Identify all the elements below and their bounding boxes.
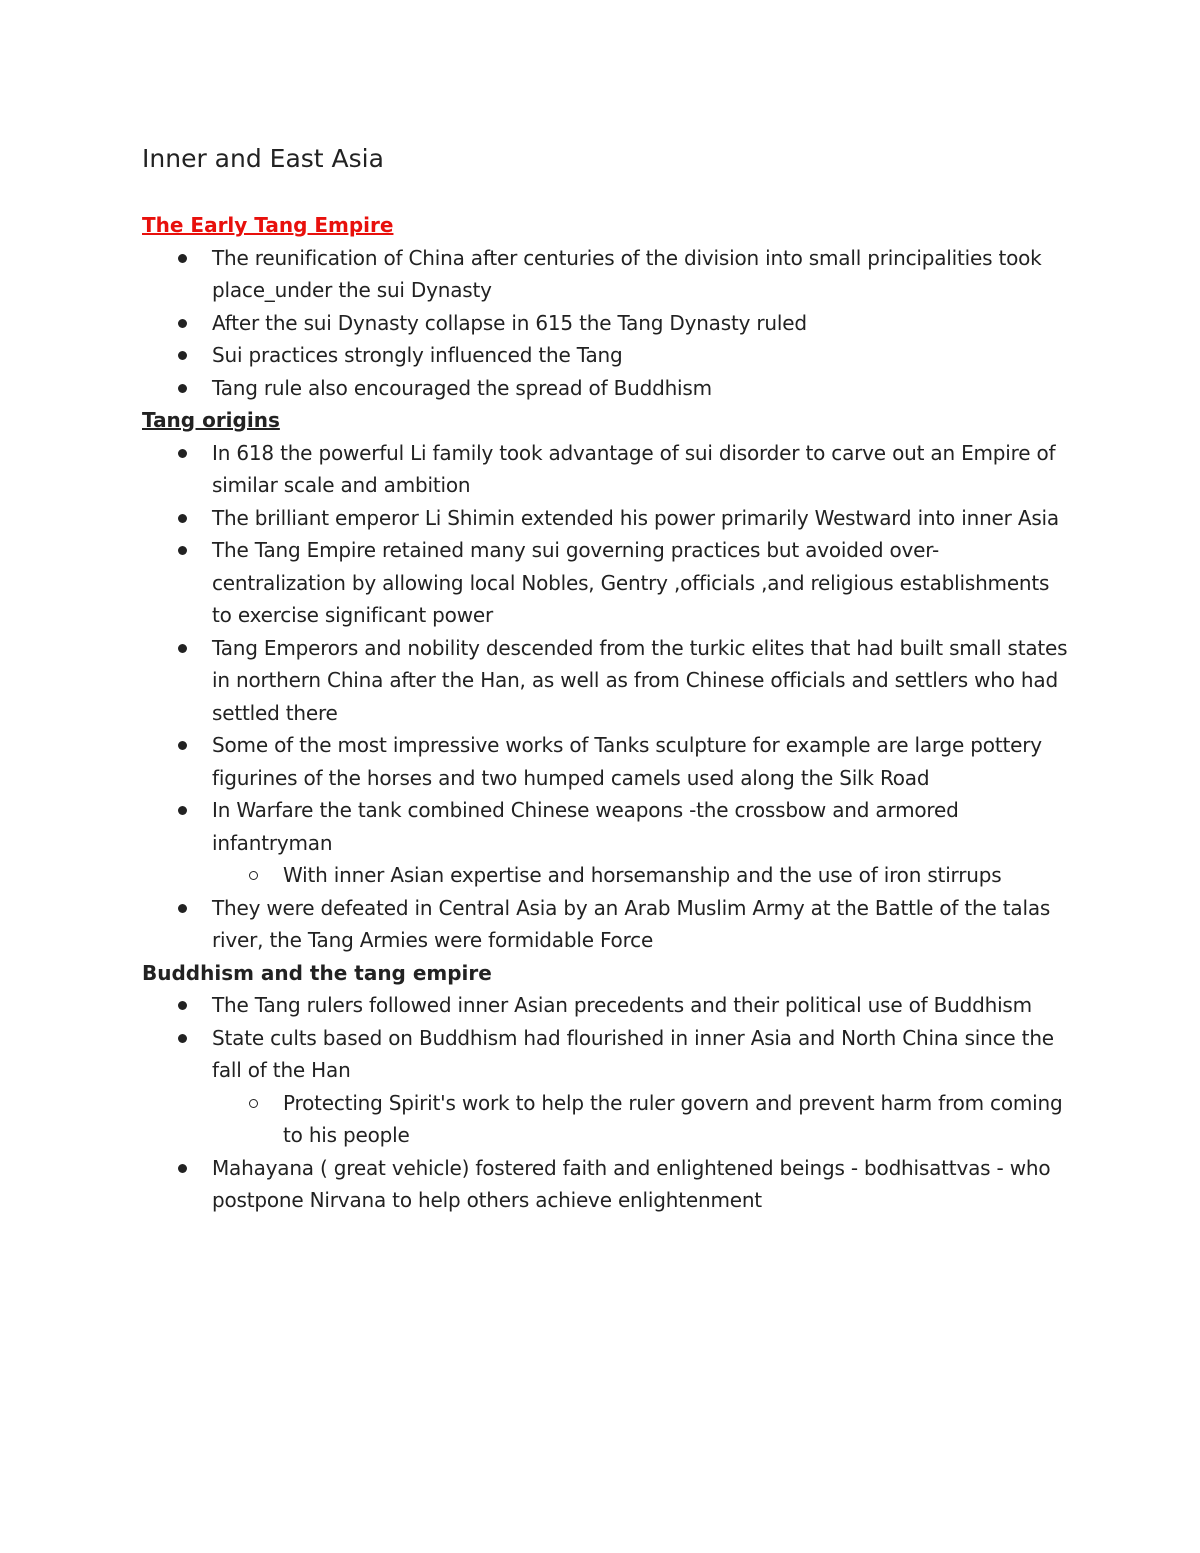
hollow-bullet-icon	[249, 1099, 258, 1108]
bullet-icon	[178, 546, 187, 555]
section-heading-tang-origins: Tang origins	[142, 408, 280, 432]
sub-list-item: Protecting Spirit's work to help the ruler govern and prevent harm from coming to his people	[142, 1087, 1072, 1152]
section-list-early-tang-empire	[142, 242, 1072, 405]
list-item: They were defeated in Central Asia by an Arab Muslim Army at the Battle of the talas river, the Tang Armies were formidable Force	[142, 892, 1072, 957]
bullet-icon	[178, 806, 187, 815]
list-item: The Tang rulers followed inner Asian precedents and their political use of Buddhism	[142, 989, 1072, 1022]
bullet-icon	[178, 351, 187, 360]
bullet-icon	[178, 1001, 187, 1010]
bullet-icon	[178, 449, 187, 458]
list-item: The reunification of China after centuries of the division into small principalities took place_under the sui Dynasty	[142, 242, 1072, 307]
document-page	[142, 141, 1072, 1217]
list-item: The Tang Empire retained many sui governing practices but avoided over-centralization by allowing local Nobles, Gentry ,officials ,and religious establishments to exercise significant power	[142, 534, 1072, 632]
bullet-icon	[178, 254, 187, 263]
list-item: Mahayana ( great vehicle) fostered faith and enlightened beings - bodhisattvas - who postpone Nirvana to help others achieve enlightenment	[142, 1152, 1072, 1217]
bullet-icon	[178, 741, 187, 750]
list-item: Sui practices strongly influenced the Tang	[142, 339, 1072, 372]
list-item: In Warfare the tank combined Chinese weapons -the crossbow and armored infantryman	[142, 794, 1072, 859]
list-item: Some of the most impressive works of Tanks sculpture for example are large pottery figurines of the horses and two humped camels used along the Silk Road	[142, 729, 1072, 794]
bullet-icon	[178, 514, 187, 523]
hollow-bullet-icon	[249, 871, 258, 880]
bullet-icon	[178, 644, 187, 653]
list-item: The brilliant emperor Li Shimin extended his power primarily Westward into inner Asia	[142, 502, 1072, 535]
bullet-icon	[178, 1164, 187, 1173]
bullet-icon	[178, 384, 187, 393]
bullet-icon	[178, 904, 187, 913]
bullet-icon	[178, 319, 187, 328]
list-item: Tang rule also encouraged the spread of Buddhism	[142, 372, 1072, 405]
section-list-buddhism-tang-empire	[142, 989, 1072, 1217]
section-heading-early-tang-empire: The Early Tang Empire	[142, 213, 394, 237]
list-item: Tang Emperors and nobility descended from the turkic elites that had built small states in northern China after the Han, as well as from Chinese officials and settlers who had settled there	[142, 632, 1072, 730]
sub-list-item: With inner Asian expertise and horsemanship and the use of iron stirrups	[142, 859, 1072, 892]
section-heading-buddhism-tang-empire: Buddhism and the tang empire	[142, 960, 492, 985]
page-title: Inner and East Asia	[142, 144, 384, 173]
list-item: After the sui Dynasty collapse in 615 the Tang Dynasty ruled	[142, 307, 1072, 340]
list-item: State cults based on Buddhism had flourished in inner Asia and North China since the fall of the Han	[142, 1022, 1072, 1087]
bullet-icon	[178, 1034, 187, 1043]
list-item: In 618 the powerful Li family took advantage of sui disorder to carve out an Empire of similar scale and ambition	[142, 437, 1072, 502]
section-list-tang-origins	[142, 437, 1072, 957]
